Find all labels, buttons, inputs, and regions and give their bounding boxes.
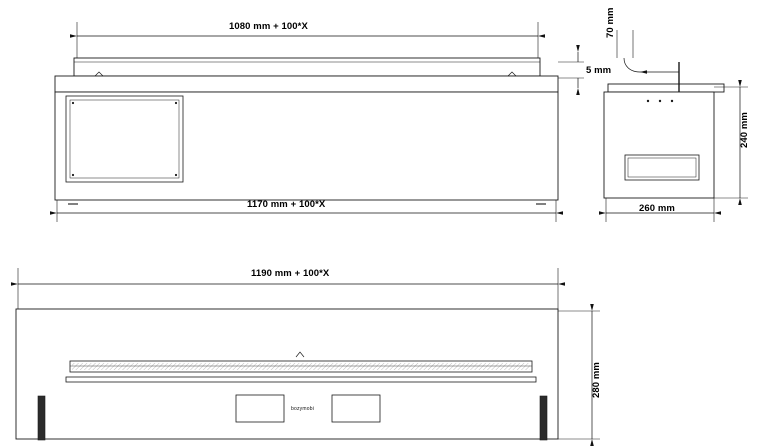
dim-plan-depth: 280 mm [591, 362, 602, 398]
brand-label: bozymobi [291, 406, 314, 412]
front-access-panel [66, 96, 183, 182]
front-top-lip [74, 58, 540, 76]
dim-front-overall-width: 1170 mm + 100*X [247, 199, 326, 210]
front-lip-height-dim [558, 52, 584, 88]
dim-front-top-width: 1080 mm + 100*X [229, 21, 308, 32]
dim-side-height: 240 mm [739, 112, 750, 148]
top-plan-view [16, 268, 600, 440]
side-section-view [604, 30, 748, 222]
front-top-plate [55, 76, 558, 92]
dim-plan-width: 1190 mm + 100*X [251, 268, 330, 279]
dim-side-depth: 260 mm [639, 203, 675, 214]
dim-front-lip-height: 5 mm [586, 65, 612, 76]
dim-side-flange-depth: 70 mm [605, 7, 616, 38]
front-elevation-view [55, 22, 584, 222]
